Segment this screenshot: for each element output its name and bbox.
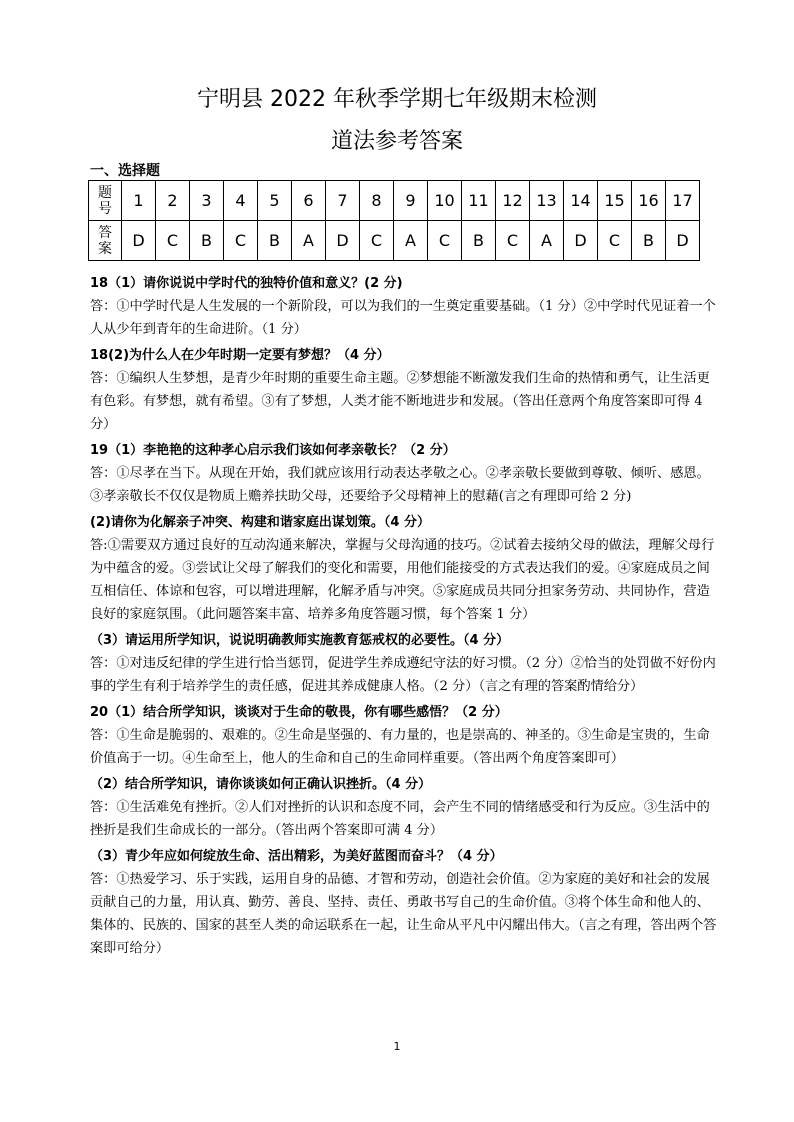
answer-label-top: 答 [98, 224, 112, 241]
question-number-cell: 6 [292, 181, 326, 221]
answer-cell: A [292, 221, 326, 261]
header-label-top: 题 [98, 184, 112, 201]
question-number-cell: 3 [190, 181, 224, 221]
header-label-bottom: 号 [98, 200, 112, 217]
question-number-cell: 1 [122, 181, 156, 221]
question-number-cell: 7 [326, 181, 360, 221]
answer-cell: B [258, 221, 292, 261]
answer-text: 答：①生命是脆弱的、艰难的。②生命是坚强的、有力量的，也是崇高的、神圣的。③生命是宝贵的，生命价值高于一切。④生命至上，他人的生命和自己的生命同样重要。（答出两个角度答案即可） [90, 728, 710, 766]
question-number-cell: 9 [394, 181, 428, 221]
table-row-answers [89, 221, 700, 261]
table-header-cell [89, 181, 122, 221]
document-subtitle: 道法参考答案 [330, 129, 463, 154]
answer-cell: D [564, 221, 598, 261]
question-number-cell: 15 [598, 181, 632, 221]
answers-body [90, 269, 720, 960]
answer-text: 答：①生活难免有挫折。②人们对挫折的认识和态度不同，会产生不同的情绪感受和行为反应。③生活中的挫折是我们生命成长的一部分。（答出两个答案即可满 4 分） [90, 800, 710, 838]
answer-cell: B [462, 221, 496, 261]
answer-cell: D [666, 221, 700, 261]
answer-cell: D [326, 221, 360, 261]
question-number-cell: 12 [496, 181, 530, 221]
question-number-cell: 16 [632, 181, 666, 221]
question-number-cell: 11 [462, 181, 496, 221]
answer-text: 答：①对违反纪律的学生进行恰当惩罚，促进学生养成遵纪守法的好习惯。（2 分）②恰当的处罚做不好份内事的学生有利于培养学生的责任感，促进其养成健康人格。（2 分）（言之有理的答案酌情给分） [90, 656, 716, 694]
page-number: 1 [393, 1040, 401, 1053]
question-heading: （3）青少年应如何绽放生命、活出精彩，为美好蓝图而奋斗？（4 分） [90, 849, 503, 864]
question-heading: 18（1）请你说说中学时代的独特价值和意义？(2 分) [90, 276, 403, 291]
question-number-cell: 4 [224, 181, 258, 221]
answer-cell: B [632, 221, 666, 261]
answer-cell: C [496, 221, 530, 261]
question-number-cell: 14 [564, 181, 598, 221]
question-heading: （3）请运用所学知识，说说明确教师实施教育惩戒权的必要性。（4 分） [90, 633, 510, 648]
question-number-cell: 5 [258, 181, 292, 221]
question-heading: 20（1）结合所学知识，谈谈对于生命的敬畏，你有哪些感悟？（2 分） [90, 705, 508, 720]
answer-cell: C [360, 221, 394, 261]
answer-text: 答：①尽孝在当下。从现在开始，我们就应该用行动表达孝敬之心。②孝亲敬长要做到尊敬、倾听、感恩。③孝亲敬长不仅仅是物质上赡养扶助父母，还要给予父母精神上的慰藉(言之有理即可给 2 分) [90, 466, 710, 504]
answer-text: 答：①中学时代是人生发展的一个新阶段，可以为我们的一生奠定重要基础。（1 分）②中学时代见证着一个人从少年到青年的生命进阶。（1 分） [90, 299, 716, 337]
answer-text: 答:①需要双方通过良好的互动沟通来解决，掌握与父母沟通的技巧。②试着去接纳父母的做法，理解父母行为中蕴含的爱。③尝试让父母了解我们的变化和需要，用他们能接受的方式表达我们的爱。④家庭成员之间互相信任、体谅和包容，可以增进理解，化解矛盾与冲突。⑤家庭成员共同分担家务劳动、共同协作，营造良好的家庭氛围。（此问题答案丰富、培养多角度答题习惯，每个答案 1 分） [90, 538, 715, 622]
question-heading: 18(2)为什么人在少年时期一定要有梦想？（4 分） [90, 348, 390, 363]
question-number-cell: 17 [666, 181, 700, 221]
answer-text: 答：①热爱学习、乐于实践，运用自身的品德、才智和劳动，创造社会价值。②为家庭的美好和社会的发展贡献自己的力量，用认真、勤劳、善良、坚持、责任、勇敢书写自己的生命价值。③将个体生命和他人的、集体的、民族的、国家的甚至人类的命运联系在一起，让生命从平凡中闪耀出伟大。（言之有理，答出两个答案即可给分） [90, 872, 717, 956]
answer-cell: A [530, 221, 564, 261]
question-heading: （2）结合所学知识，请你谈谈如何正确认识挫折。（4 分） [90, 777, 432, 792]
question-heading: 19（1）李艳艳的这种孝心启示我们该如何孝亲敬长？（2 分） [90, 443, 456, 458]
answer-cell: C [224, 221, 258, 261]
question-number-cell: 13 [530, 181, 564, 221]
table-header-cell [89, 221, 122, 261]
answer-cell: A [394, 221, 428, 261]
question-number-cell: 8 [360, 181, 394, 221]
table-row-numbers [89, 181, 700, 221]
answer-cell: C [428, 221, 462, 261]
answer-table [88, 180, 700, 261]
section-heading-choice: 一、选择题 [90, 163, 160, 179]
answer-cell: D [122, 221, 156, 261]
question-number-cell: 2 [156, 181, 190, 221]
answer-cell: B [190, 221, 224, 261]
answer-text: 答：①编织人生梦想，是青少年时期的重要生命主题。②梦想能不断激发我们生命的热情和勇气，让生活更有色彩。有梦想，就有希望。③有了梦想，人类才能不断地进步和发展。（答出任意两个角度答案即可得 4 分） [90, 371, 710, 432]
answer-cell: C [156, 221, 190, 261]
question-heading: (2)请你为化解亲子冲突、构建和谐家庭出谋划策。（4 分） [90, 515, 430, 530]
document-title: 宁明县 2022 年秋季学期七年级期末检测 [197, 87, 597, 112]
question-number-cell: 10 [428, 181, 462, 221]
answer-label-bottom: 案 [98, 240, 112, 257]
answer-cell: C [598, 221, 632, 261]
